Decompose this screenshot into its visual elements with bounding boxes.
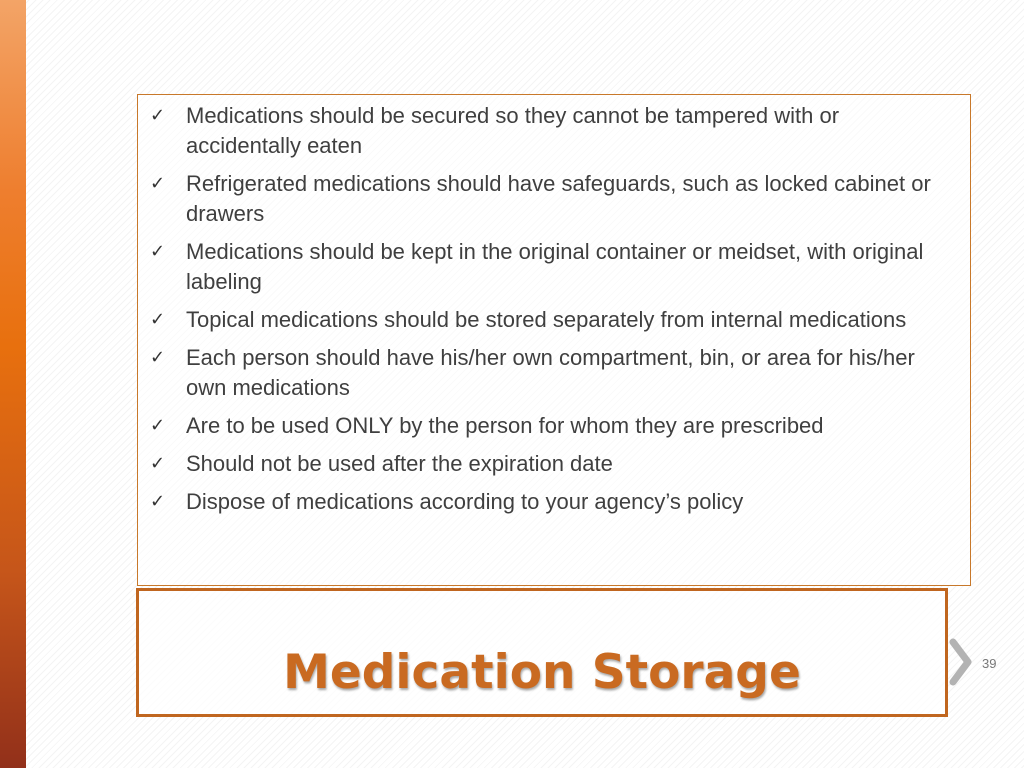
title-box	[136, 588, 948, 717]
bullet-text: Refrigerated medications should have safeguards, such as locked cabinet or drawers	[186, 171, 931, 226]
bullet-text: Medications should be secured so they cannot be tampered with or accidentally eaten	[186, 103, 840, 158]
check-mark-icon: ✓	[150, 309, 166, 330]
check-mark-icon: ✓	[150, 453, 166, 474]
check-mark-icon: ✓	[150, 491, 166, 512]
slide-title: Medication Storage	[283, 645, 801, 700]
list-item	[150, 237, 946, 297]
page-number: 39	[982, 656, 997, 671]
bullet-text: Medications should be kept in the original container or meidset, with original labeling	[186, 239, 924, 294]
bullet-text: Are to be used ONLY by the person for whom they are prescribed	[186, 413, 824, 438]
check-mark-icon: ✓	[150, 173, 166, 194]
bullet-text: Each person should have his/her own compartment, bin, or area for his/her own medications	[186, 345, 915, 400]
bullet-list	[138, 95, 970, 517]
check-mark-icon: ✓	[150, 105, 166, 126]
bullet-text: Topical medications should be stored separately from internal medications	[186, 307, 907, 332]
list-item	[150, 169, 946, 229]
bullet-text: Dispose of medications according to your agency’s policy	[186, 489, 744, 514]
list-item	[150, 487, 946, 517]
bullet-text: Should not be used after the expiration date	[186, 451, 613, 476]
content-box	[137, 94, 971, 586]
list-item	[150, 101, 946, 161]
list-item	[150, 411, 946, 441]
list-item	[150, 449, 946, 479]
check-mark-icon: ✓	[150, 347, 166, 368]
check-mark-icon: ✓	[150, 241, 166, 262]
list-item	[150, 343, 946, 403]
left-accent-bar	[0, 0, 26, 768]
check-mark-icon: ✓	[150, 415, 166, 436]
chevron-right-icon[interactable]	[948, 637, 974, 687]
list-item	[150, 305, 946, 335]
